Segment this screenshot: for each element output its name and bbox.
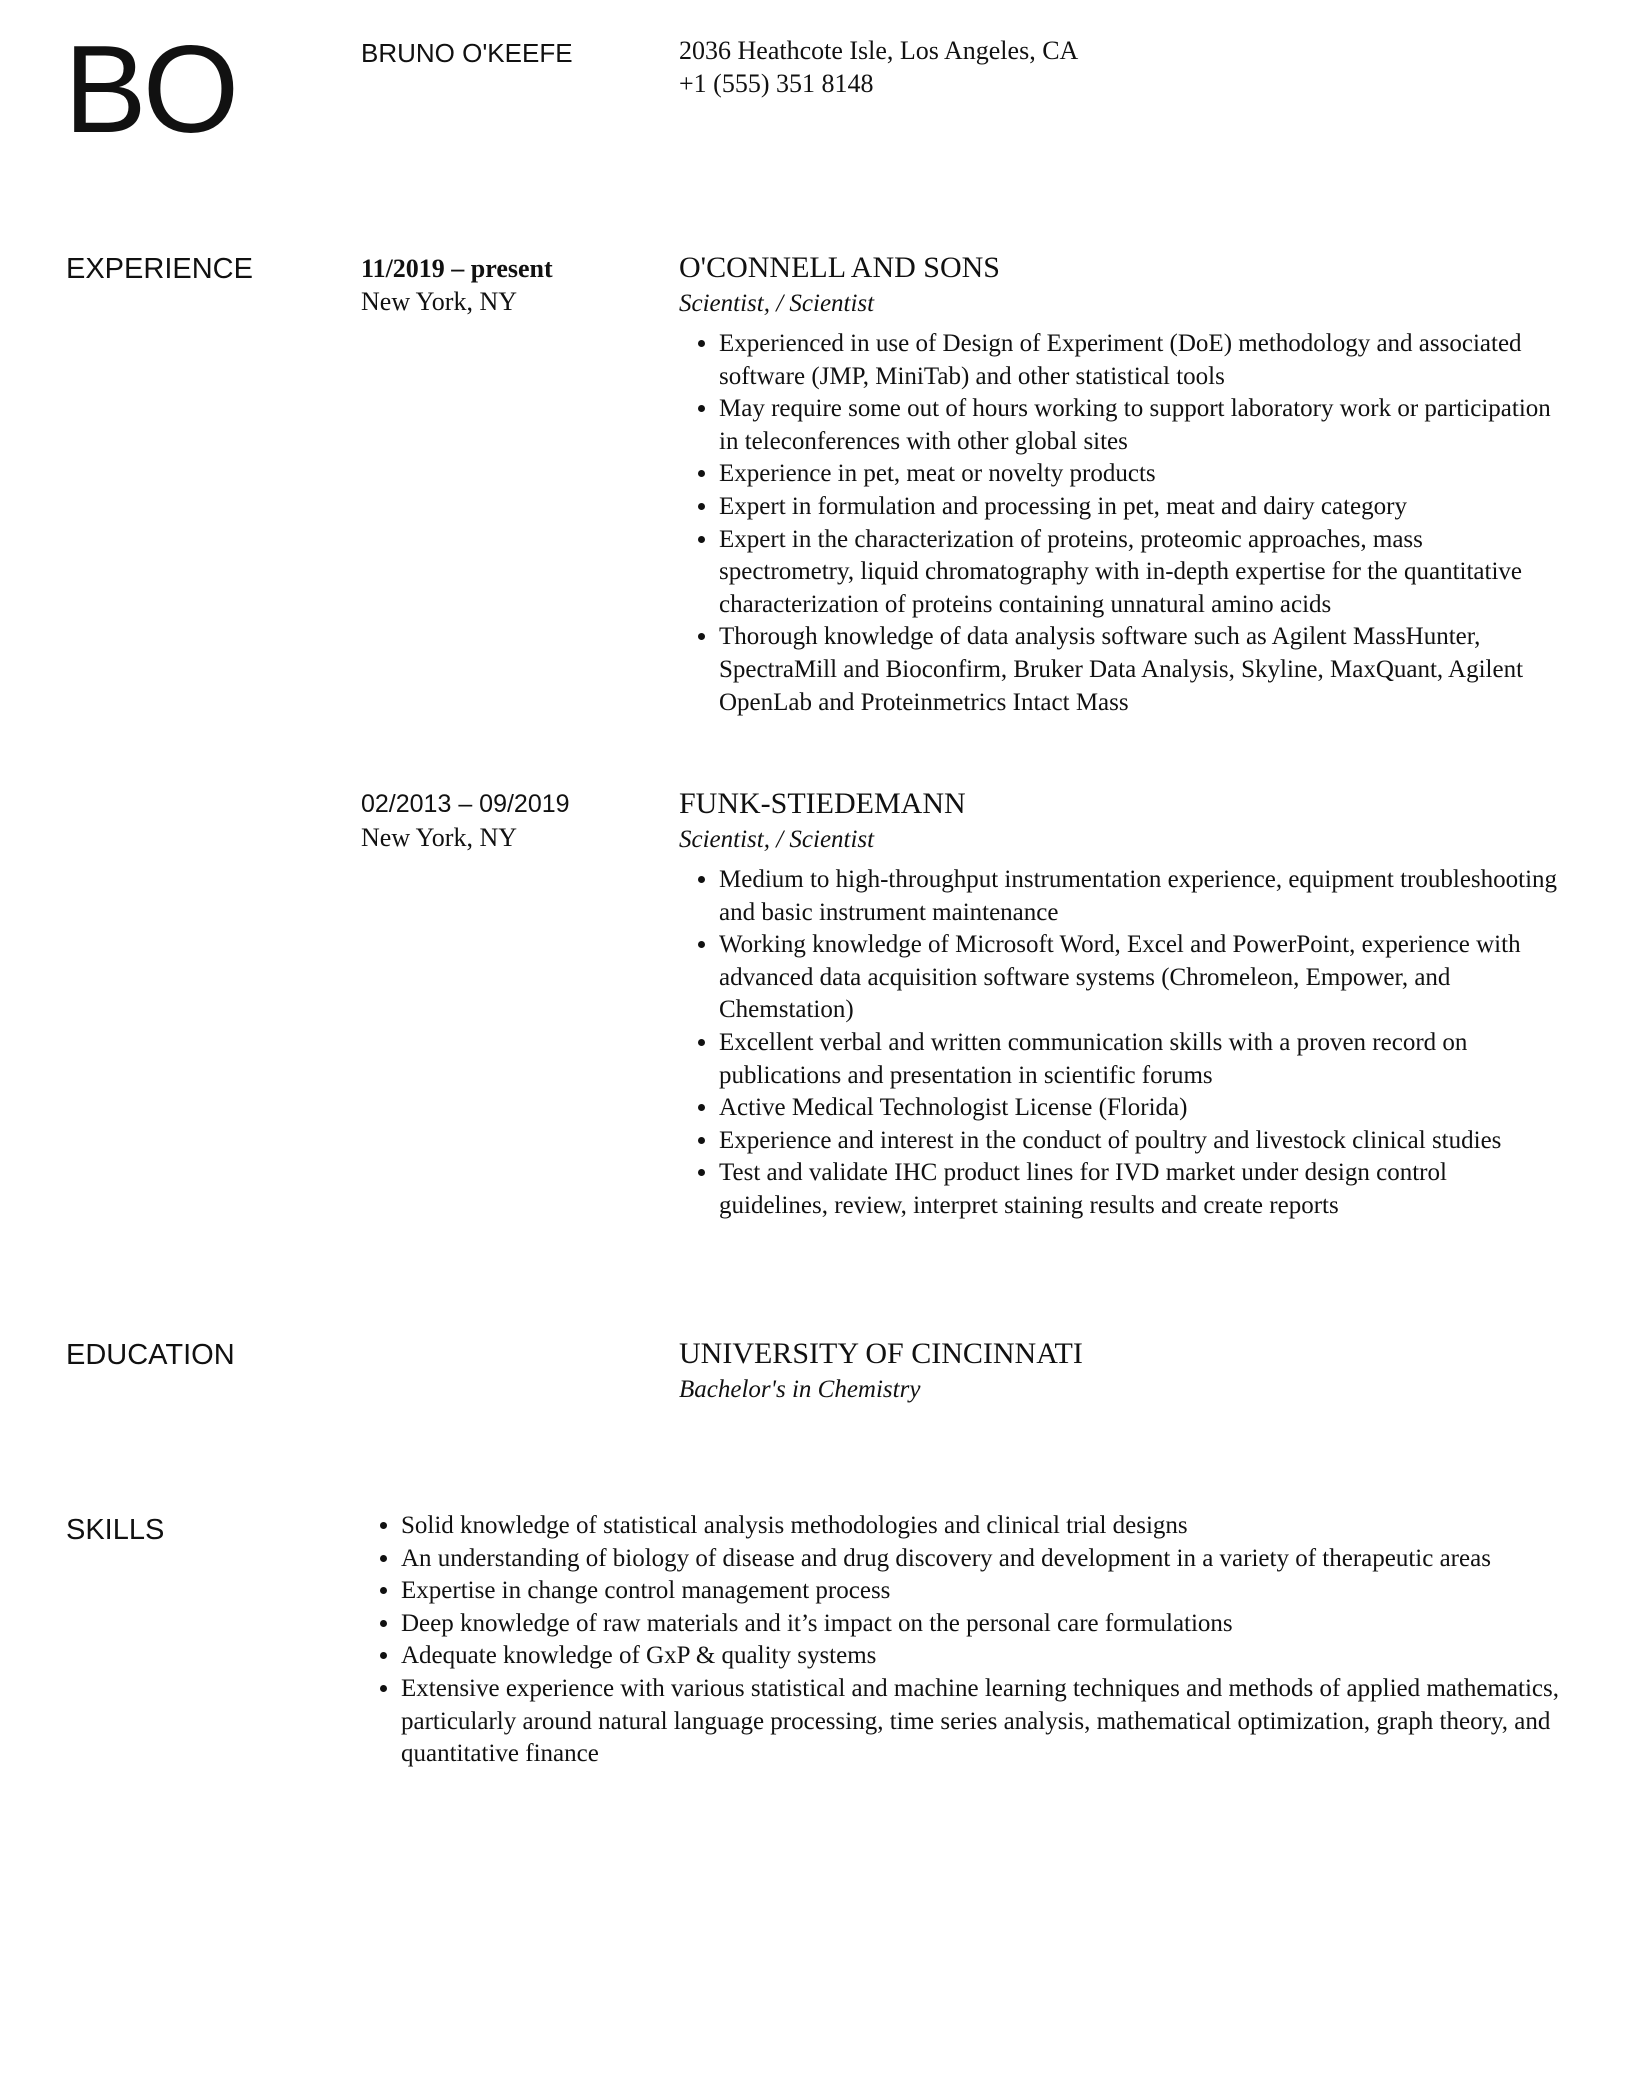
school-name: UNIVERSITY OF CINCINNATI: [679, 1337, 1083, 1370]
list-item: • Expert in the characterization of proteins, proteomic approaches, mass spectrometry, liquid chromatography with in-depth expertise for the quantitative characterization of proteins containing unnatural amino acids: [719, 524, 1559, 622]
list-item: • Thorough knowledge of data analysis software such as Agilent MassHunter, SpectraMill and Bioconfirm, Bruker Data Analysis, Skyline, MaxQuant, Agilent OpenLab and Proteinmetrics Intact Mass: [719, 621, 1559, 719]
monogram: BO: [64, 21, 236, 159]
list-item: • Expertise in change control management process: [401, 1575, 1561, 1608]
address: 2036 Heathcote Isle, Los Angeles, CA: [679, 36, 1079, 65]
list-item: • Active Medical Technologist License (Florida): [719, 1092, 1559, 1125]
job-meta-2: [361, 788, 661, 854]
job-entry-1: [679, 250, 1559, 719]
education-heading: EDUCATION: [66, 1339, 235, 1371]
company-name: FUNK-STIEDEMANN: [679, 787, 966, 820]
experience-heading: EXPERIENCE: [66, 253, 253, 285]
list-item: • Experience and interest in the conduct of poultry and livestock clinical studies: [719, 1125, 1559, 1158]
list-item: • Experience in pet, meat or novelty products: [719, 458, 1559, 491]
company-name: O'CONNELL AND SONS: [679, 251, 1000, 284]
list-item: • Excellent verbal and written communication skills with a proven record on publications and presentation in scientific forums: [719, 1027, 1559, 1092]
job-bullets: [679, 864, 1559, 1223]
job-role: Scientist, / Scientist: [679, 826, 875, 853]
job-location: New York, NY: [361, 287, 518, 316]
list-item: • May require some out of hours working to support laboratory work or participation in teleconferences with other global sites: [719, 393, 1559, 458]
phone: +1 (555) 351 8148: [679, 69, 874, 98]
list-item: • Extensive experience with various statistical and machine learning techniques and methods of applied mathematics, particularly around natural language processing, time series analysis, mathematical optimization, graph theory, and quantitative finance: [401, 1673, 1561, 1771]
list-item: • Working knowledge of Microsoft Word, Excel and PowerPoint, experience with advanced data acquisition software systems (Chromeleon, Empower, and Chemstation): [719, 929, 1559, 1027]
skills-heading: SKILLS: [66, 1514, 165, 1546]
job-role: Scientist, / Scientist: [679, 290, 875, 317]
job-dates: 11/2019 – present: [361, 254, 553, 283]
skills-list: [361, 1510, 1561, 1771]
list-item: • Test and validate IHC product lines for IVD market under design control guidelines, review, interpret staining results and create reports: [719, 1157, 1559, 1222]
list-item: • Expert in formulation and processing in pet, meat and dairy category: [719, 491, 1559, 524]
job-dates: 02/2013 – 09/2019: [361, 790, 570, 818]
job-entry-2: [679, 786, 1559, 1223]
job-meta-1: [361, 252, 661, 318]
education-entry: [679, 1336, 1559, 1406]
list-item: • Solid knowledge of statistical analysis methodologies and clinical trial designs: [401, 1510, 1561, 1543]
job-location: New York, NY: [361, 823, 518, 852]
list-item: • An understanding of biology of disease and drug discovery and development in a variety of therapeutic areas: [401, 1543, 1561, 1576]
list-item: • Medium to high-throughput instrumentation experience, equipment troubleshooting and basic instrument maintenance: [719, 864, 1559, 929]
degree: Bachelor's in Chemistry: [679, 1376, 921, 1403]
list-item: • Adequate knowledge of GxP & quality systems: [401, 1640, 1561, 1673]
list-item: • Experienced in use of Design of Experiment (DoE) methodology and associated software (JMP, MiniTab) and other statistical tools: [719, 328, 1559, 393]
skills-block: [361, 1510, 1561, 1771]
job-bullets: [679, 328, 1559, 719]
contact-block: [679, 34, 1078, 100]
candidate-name: BRUNO O'KEEFE: [361, 38, 573, 68]
list-item: • Deep knowledge of raw materials and it’s impact on the personal care formulations: [401, 1608, 1561, 1641]
